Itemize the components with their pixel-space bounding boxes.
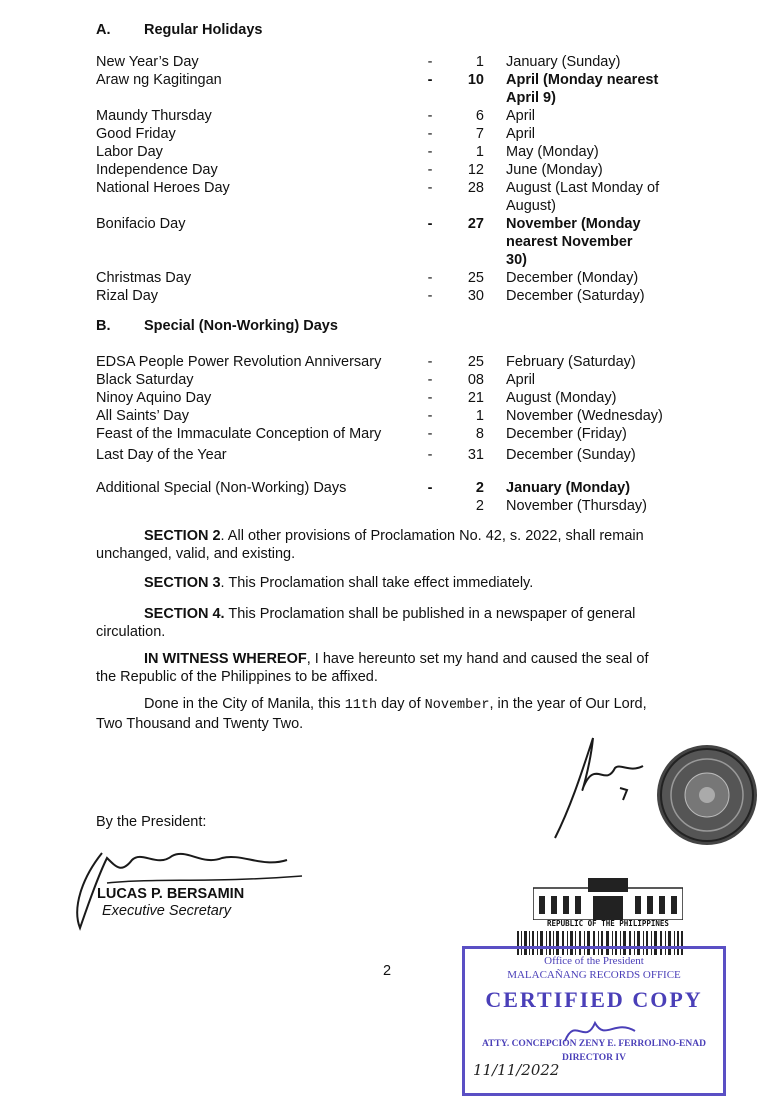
section-4-text-2: circulation. [96,624,166,640]
holiday-name: Araw ng Kagitingan [96,72,222,88]
holiday-dash: - [427,447,433,463]
holiday-day: 1 [475,408,484,424]
secretary-name: LUCAS P. BERSAMIN [97,886,245,902]
holiday-name: Good Friday [96,126,176,142]
republic-label: REPUBLIC OF THE PHILIPPINES [547,919,669,928]
holiday-name: Black Saturday [96,372,194,388]
holiday-month: April (Monday nearest [506,72,659,88]
holiday-month: November (Wednesday) [506,408,663,424]
holiday-dash: - [427,162,433,178]
holiday-month: nearest November [506,234,633,250]
holiday-month: 30) [506,252,527,268]
section-a-title: Regular Holidays [144,22,263,38]
holiday-dash: - [427,354,433,370]
holiday-day: 28 [467,180,484,196]
done-text-post: , in the year of Our Lord, [489,696,647,712]
stamp-officer-name: ATTY. CONCEPCION ZENY E. FERROLINO-ENAD [482,1039,706,1049]
holiday-name: Christmas Day [96,270,192,286]
holiday-day: 27 [467,216,484,232]
section-3-label: SECTION 3 [144,575,221,591]
holiday-month: December (Sunday) [506,447,636,463]
done-text-mid: day of [377,696,425,712]
holiday-month: December (Monday) [506,270,639,286]
done-day: 11th [344,698,378,713]
holiday-day: 25 [467,270,484,286]
done-month: November [424,698,490,713]
holiday-month: December (Saturday) [506,288,645,304]
holiday-day: 08 [467,372,484,388]
holiday-day: 1 [475,54,484,70]
holiday-month: April 9) [506,90,556,106]
witness-text-2: the Republic of the Philippines to be affixed. [96,669,378,685]
holiday-name: National Heroes Day [96,180,230,196]
holiday-day: 6 [475,108,484,124]
section-4-paragraph [96,605,696,641]
seal-emblem-icon [657,745,757,845]
stamp-office: Office of the President [544,955,644,967]
section-4-text-1: This Proclamation shall be published in a newspaper of general [224,606,636,622]
section-2-label: SECTION 2 [144,528,221,544]
holiday-name: Labor Day [96,144,163,160]
presidential-seal [657,745,757,845]
holiday-name: Last Day of the Year [96,447,227,463]
holiday-day: 8 [475,426,484,442]
holiday-name: Feast of the Immaculate Conception of Mary [96,426,382,442]
holiday-name: EDSA People Power Revolution Anniversary [96,354,382,370]
holiday-month: November (Monday [506,216,641,232]
additional-month-2: November (Thursday) [506,498,648,514]
additional-month-1: January (Monday) [506,480,631,496]
holiday-day: 30 [467,288,484,304]
stamp-position: DIRECTOR IV [562,1053,626,1063]
holiday-dash: - [427,108,433,124]
holiday-dash: - [427,216,433,232]
holiday-dash: - [427,390,433,406]
holiday-month: August (Last Monday of [506,180,660,196]
holiday-name: Independence Day [96,162,218,178]
holiday-name: Bonifacio Day [96,216,186,232]
holiday-month: May (Monday) [506,144,599,160]
holiday-month: August (Monday) [506,390,617,406]
holiday-day: 12 [467,162,484,178]
additional-label: Additional Special (Non-Working) Days [96,480,347,496]
holiday-dash: - [427,270,433,286]
malacanang-palace-icon [533,878,683,920]
holiday-dash: - [427,288,433,304]
holiday-month: April [506,372,536,388]
additional-day-1: 2 [475,480,484,496]
section-2-paragraph [96,527,696,563]
holiday-dash: - [427,426,433,442]
certified-copy-stamp [462,946,726,1096]
section-3-text: . This Proclamation shall take effect immediately. [220,575,534,591]
holiday-day: 25 [467,354,484,370]
witness-text-1: , I have hereunto set my hand and caused the seal of [306,651,649,667]
holiday-dash: - [427,126,433,142]
holiday-month: August) [506,198,556,214]
secretary-title: Executive Secretary [102,903,231,919]
holiday-month: April [506,108,536,124]
section-a-letter: A. [96,22,111,38]
holiday-month: February (Saturday) [506,354,636,370]
holiday-dash: - [427,372,433,388]
holiday-day: 21 [467,390,484,406]
holiday-month: December (Friday) [506,426,627,442]
section-2-text-2: unchanged, valid, and existing. [96,546,296,562]
holiday-dash: - [427,180,433,196]
additional-day-2: 2 [475,498,484,514]
holiday-month: April [506,126,536,142]
holiday-dash: - [427,408,433,424]
stamp-date: 11/11/2022 [473,1061,560,1079]
section-4-label: SECTION 4. [144,606,225,622]
page-number: 2 [383,963,392,979]
president-signature [535,728,655,848]
additional-dash: - [427,480,433,496]
witness-paragraph [96,650,696,686]
holiday-dash: - [427,72,433,88]
holiday-day: 7 [475,126,484,142]
done-text-pre: Done in the City of Manila, this [144,696,345,712]
holiday-dash: - [427,54,433,70]
holiday-month: January (Sunday) [506,54,621,70]
holiday-month: June (Monday) [506,162,603,178]
section-b-letter: B. [96,318,111,334]
section-2-text-1: . All other provisions of Proclamation No. 42, s. 2022, shall remain [220,528,644,544]
holiday-day: 1 [475,144,484,160]
holiday-name: Maundy Thursday [96,108,212,124]
holiday-name: New Year’s Day [96,54,199,70]
holiday-name: Ninoy Aquino Day [96,390,212,406]
witness-label: IN WITNESS WHEREOF [144,651,307,667]
holiday-name: Rizal Day [96,288,159,304]
holiday-dash: - [427,144,433,160]
holiday-day: 31 [467,447,484,463]
stamp-records-office: MALACAÑANG RECORDS OFFICE [507,969,681,981]
done-text-2: Two Thousand and Twenty Two. [96,716,304,732]
stamp-certified-copy: CERTIFIED COPY [485,987,703,1012]
holiday-name: All Saints’ Day [96,408,189,424]
by-the-president: By the President: [96,814,207,830]
holiday-day: 10 [467,72,484,88]
section-3-paragraph [144,574,533,592]
section-b-title: Special (Non-Working) Days [144,318,338,334]
